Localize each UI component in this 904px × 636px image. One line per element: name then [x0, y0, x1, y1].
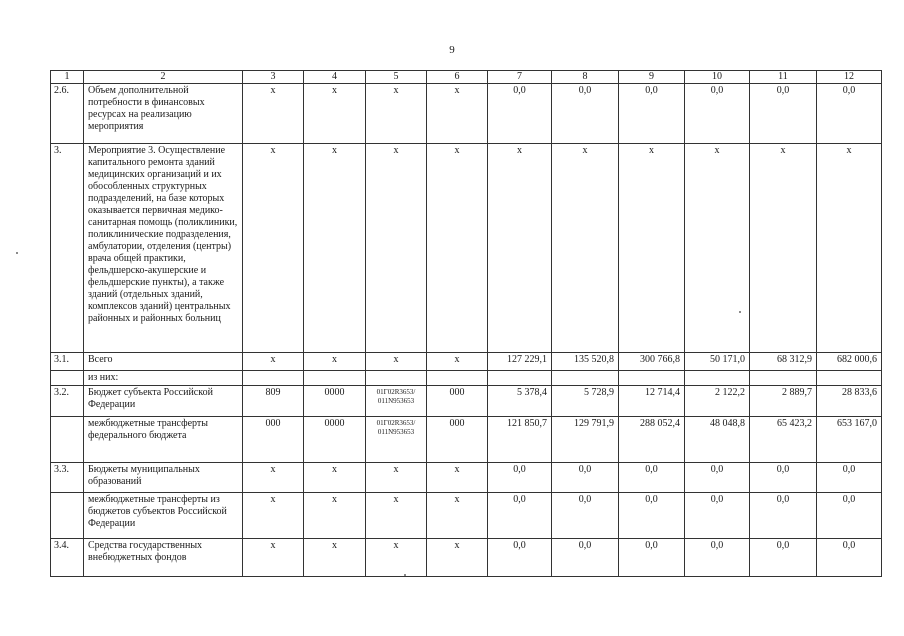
cell-value: 000 [427, 386, 488, 417]
cell-value: x [427, 463, 488, 493]
cell-value: x [304, 463, 366, 493]
cell-value: x [366, 353, 427, 371]
cell-value: 0,0 [817, 493, 882, 539]
column-header: 12 [817, 71, 882, 84]
cell-value: x [427, 144, 488, 353]
cell-value: 0,0 [750, 463, 817, 493]
scan-speck [739, 311, 741, 313]
row-number [51, 417, 84, 463]
cell-value: x [366, 144, 427, 353]
cell-value: x [817, 144, 882, 353]
cell-value [488, 371, 552, 386]
row-number: 3.1. [51, 353, 84, 371]
cell-value: x [243, 463, 304, 493]
row-number [51, 371, 84, 386]
cell-value: x [243, 353, 304, 371]
page-number: 9 [449, 44, 455, 56]
cell-value: 0,0 [488, 84, 552, 144]
table-row [51, 84, 882, 144]
cell-value: 000 [243, 417, 304, 463]
cell-value: 0,0 [488, 539, 552, 577]
cell-value: x [304, 84, 366, 144]
row-description: из них: [84, 371, 243, 386]
cell-value: 0,0 [750, 539, 817, 577]
cell-value [427, 371, 488, 386]
cell-value: x [304, 353, 366, 371]
cell-value: 288 052,4 [619, 417, 685, 463]
cell-value: x [750, 144, 817, 353]
cell-value: x [243, 84, 304, 144]
cell-value [750, 371, 817, 386]
cell-value: 127 229,1 [488, 353, 552, 371]
cell-value: x [243, 539, 304, 577]
table-row [51, 493, 882, 539]
row-description: Средства государственных внебюджетных фондов [84, 539, 243, 577]
table-row [51, 353, 882, 371]
cell-value: 0,0 [552, 84, 619, 144]
row-description: Объем дополнительной потребности в финансовых ресурсах на реализацию мероприятия [84, 84, 243, 144]
cell-value: 0000 [304, 386, 366, 417]
cell-value: 0,0 [750, 84, 817, 144]
cell-value: 50 171,0 [685, 353, 750, 371]
cell-value: 0,0 [488, 463, 552, 493]
cell-value: 0,0 [552, 463, 619, 493]
cell-value: x [619, 144, 685, 353]
row-description: Бюджеты муниципальных образований [84, 463, 243, 493]
cell-value: 0,0 [817, 463, 882, 493]
cell-value: 682 000,6 [817, 353, 882, 371]
cell-value [304, 371, 366, 386]
column-header: 9 [619, 71, 685, 84]
budget-code: 01Г02R3653/ 011N953653 [366, 386, 427, 417]
table-row [51, 463, 882, 493]
cell-value: 809 [243, 386, 304, 417]
row-description: межбюджетные трансферты из бюджетов субъектов Российской Федерации [84, 493, 243, 539]
cell-value: x [427, 353, 488, 371]
scan-speck [404, 574, 406, 576]
column-header: 7 [488, 71, 552, 84]
cell-value [817, 371, 882, 386]
row-number: 3. [51, 144, 84, 353]
row-description: Всего [84, 353, 243, 371]
cell-value: 5 378,4 [488, 386, 552, 417]
cell-value: x [304, 493, 366, 539]
budget-table [50, 70, 882, 577]
cell-value: 28 833,6 [817, 386, 882, 417]
cell-value: x [366, 493, 427, 539]
row-number [51, 493, 84, 539]
cell-value: 0,0 [685, 84, 750, 144]
scan-speck [16, 252, 18, 254]
cell-value: 0,0 [685, 493, 750, 539]
cell-value: x [366, 463, 427, 493]
budget-code: 01Г02R3653/ 011N953653 [366, 417, 427, 463]
cell-value: x [427, 493, 488, 539]
cell-value: x [427, 539, 488, 577]
cell-value: x [366, 84, 427, 144]
column-header: 5 [366, 71, 427, 84]
cell-value: 0,0 [619, 463, 685, 493]
row-description: Бюджет субъекта Российской Федерации [84, 386, 243, 417]
cell-value: 65 423,2 [750, 417, 817, 463]
cell-value: 0,0 [750, 493, 817, 539]
table-row [51, 539, 882, 577]
column-header: 11 [750, 71, 817, 84]
cell-value [685, 371, 750, 386]
cell-value: 0,0 [619, 493, 685, 539]
column-header: 10 [685, 71, 750, 84]
cell-value: 300 766,8 [619, 353, 685, 371]
column-header: 6 [427, 71, 488, 84]
cell-value: 12 714,4 [619, 386, 685, 417]
cell-value: x [488, 144, 552, 353]
cell-value: 2 889,7 [750, 386, 817, 417]
cell-value: 0,0 [488, 493, 552, 539]
cell-value: 129 791,9 [552, 417, 619, 463]
cell-value: 48 048,8 [685, 417, 750, 463]
cell-value: 0,0 [685, 463, 750, 493]
cell-value [366, 371, 427, 386]
cell-value: 5 728,9 [552, 386, 619, 417]
cell-value: x [685, 144, 750, 353]
cell-value: 135 520,8 [552, 353, 619, 371]
column-header: 8 [552, 71, 619, 84]
cell-value: 68 312,9 [750, 353, 817, 371]
table-row [51, 371, 882, 386]
cell-value: 0,0 [552, 493, 619, 539]
cell-value: 0,0 [619, 84, 685, 144]
column-header: 2 [84, 71, 243, 84]
cell-value [552, 371, 619, 386]
cell-value: x [304, 539, 366, 577]
cell-value [243, 371, 304, 386]
cell-value: 0,0 [817, 539, 882, 577]
cell-value: x [304, 144, 366, 353]
row-number: 3.3. [51, 463, 84, 493]
cell-value: x [427, 84, 488, 144]
cell-value: 653 167,0 [817, 417, 882, 463]
row-number: 2.6. [51, 84, 84, 144]
cell-value [619, 371, 685, 386]
column-header: 1 [51, 71, 84, 84]
cell-value: 2 122,2 [685, 386, 750, 417]
row-description: межбюджетные трансферты федерального бюджета [84, 417, 243, 463]
cell-value: 121 850,7 [488, 417, 552, 463]
cell-value: x [552, 144, 619, 353]
table-row [51, 144, 882, 353]
cell-value: 0,0 [685, 539, 750, 577]
cell-value: x [366, 539, 427, 577]
table-row [51, 386, 882, 417]
cell-value: x [243, 144, 304, 353]
column-header: 4 [304, 71, 366, 84]
cell-value: 0,0 [552, 539, 619, 577]
cell-value: 0,0 [619, 539, 685, 577]
row-number: 3.4. [51, 539, 84, 577]
cell-value: x [243, 493, 304, 539]
row-description: Мероприятие 3. Осуществление капитального ремонта зданий медицинских организаций и их обособленных структурных подразделений, на базе которых оказывается первичная медико-санитарная помощь (поликлиники, поликлинические подразделения, амбулатории, отделения (центры) врача общей практики, фельдшерско-акушерские и фельдшерские пункты), а также зданий (отдельных зданий, комплексов зданий) центральных районных и районных больниц [84, 144, 243, 353]
column-header: 3 [243, 71, 304, 84]
cell-value: 000 [427, 417, 488, 463]
column-number-row [51, 71, 882, 84]
cell-value: 0000 [304, 417, 366, 463]
row-number: 3.2. [51, 386, 84, 417]
cell-value: 0,0 [817, 84, 882, 144]
table-row [51, 417, 882, 463]
